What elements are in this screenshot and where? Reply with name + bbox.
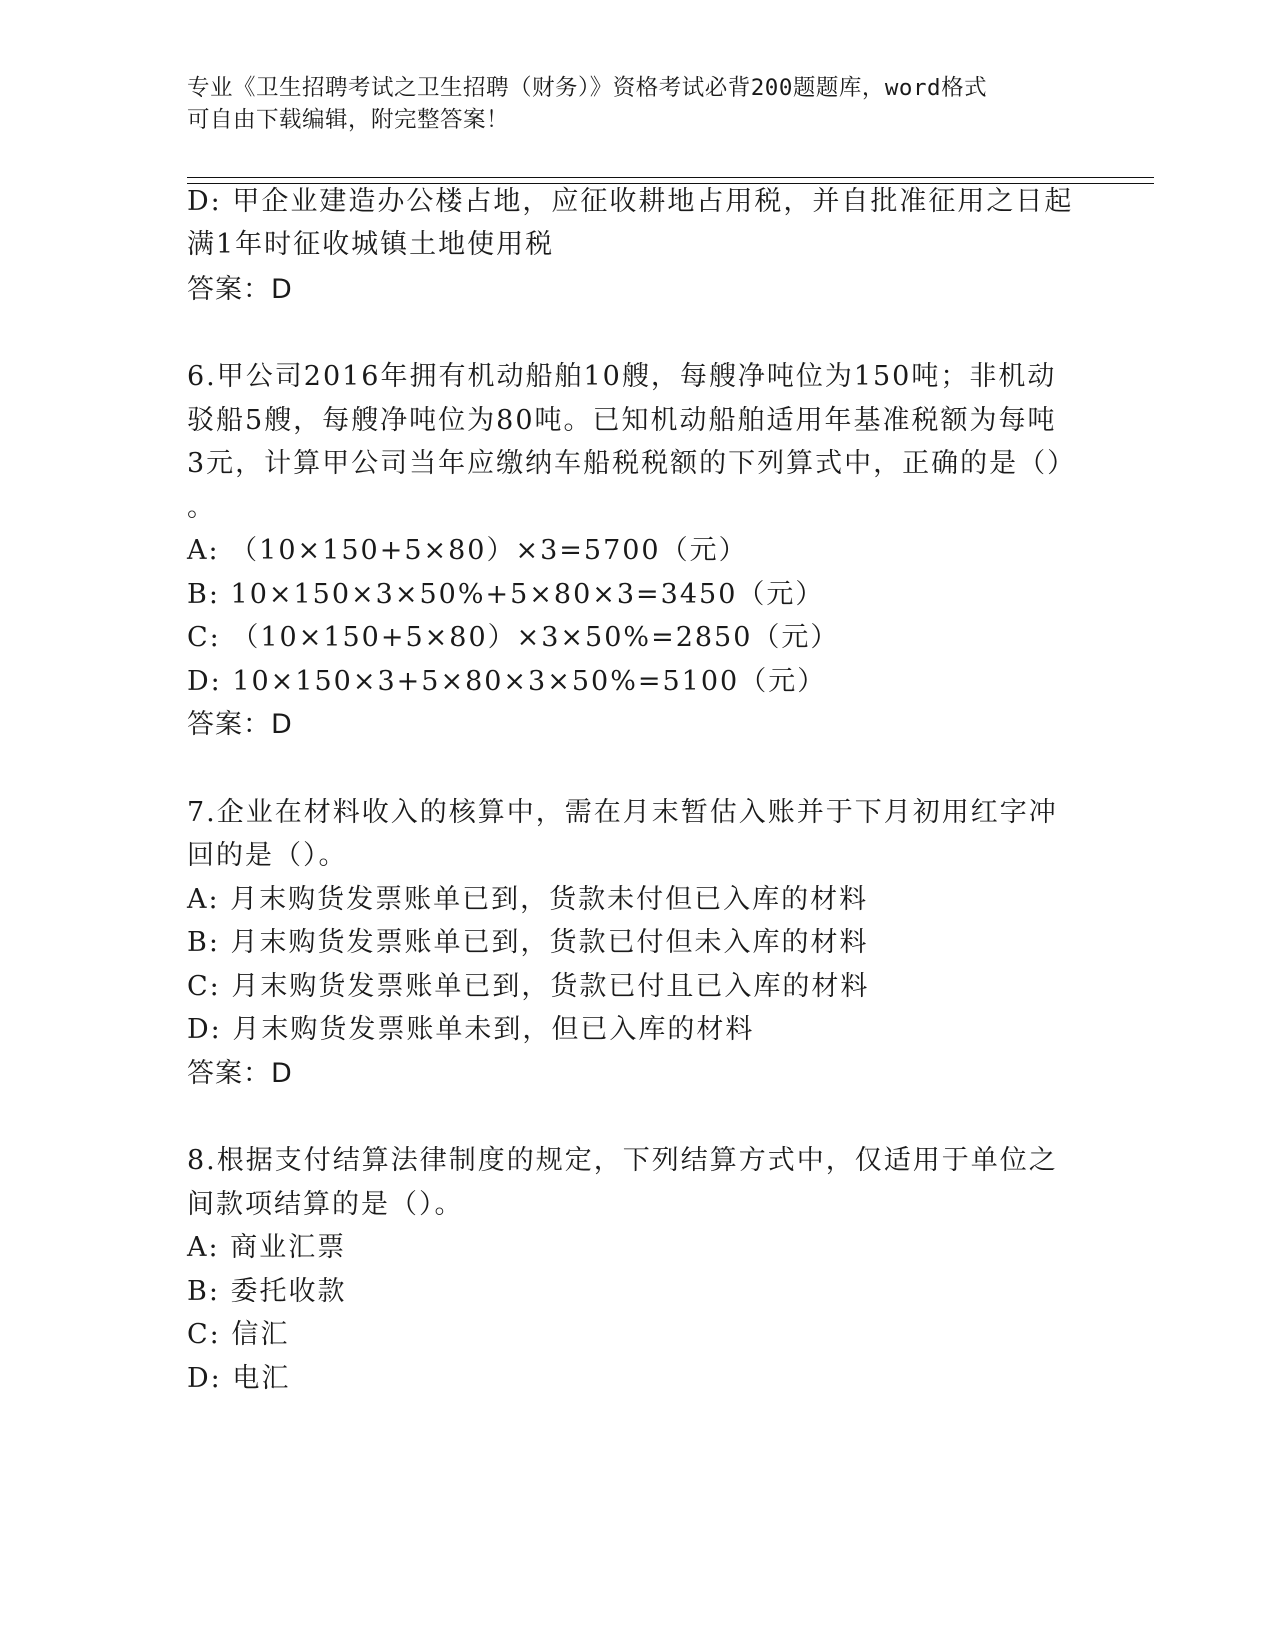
- q6-stem-line-3: 3元，计算甲公司当年应缴纳车船税税额的下列算式中，正确的是（）: [187, 448, 1077, 479]
- document-header: [187, 72, 1087, 136]
- q5-option-d-line-1: D: 甲企业建造办公楼占地，应征收耕地占用税，并自批准征用之日起: [187, 186, 1074, 217]
- q6-option-c: C: （10×150+5×80）×3×50%=2850（元）: [187, 622, 840, 653]
- q5-answer: 答案：D: [187, 274, 293, 305]
- q6-option-d: D: 10×150×3+5×80×3×50%=5100（元）: [187, 666, 827, 697]
- header-line-2: 可自由下载编辑，附完整答案！: [187, 107, 510, 133]
- header-line-1: 专业《卫生招聘考试之卫生招聘（财务）》资格考试必背200题题库，word格式: [187, 75, 988, 101]
- q8-option-a: A: 商业汇票: [187, 1232, 347, 1263]
- q8-option-c: C: 信汇: [187, 1319, 290, 1350]
- q7-answer: 答案：D: [187, 1058, 293, 1089]
- q7-option-a: A: 月末购货发票账单已到，货款未付但已入库的材料: [187, 884, 869, 915]
- q6-option-a: A: （10×150+5×80）×3=5700（元）: [187, 535, 748, 566]
- q6-stem-line-1: 6.甲公司2016年拥有机动船舶10艘，每艘净吨位为150吨；非机动: [187, 361, 1057, 392]
- q7-option-c: C: 月末购货发票账单已到，货款已付且已入库的材料: [187, 971, 870, 1002]
- q7-stem-line-2: 回的是（）。: [187, 840, 348, 871]
- q6-option-b: B: 10×150×3×50%+5×80×3=3450（元）: [187, 579, 825, 610]
- q7-stem-line-1: 7.企业在材料收入的核算中，需在月末暂估入账并于下月初用红字冲: [187, 797, 1058, 828]
- q5-option-d-line-2: 满1年时征收城镇土地使用税: [187, 229, 555, 260]
- q6-stem-line-2: 驳船5艘，每艘净吨位为80吨。已知机动船舶适用年基准税额为每吨: [187, 405, 1057, 436]
- q6-stem-line-4: 。: [187, 492, 216, 523]
- q7-option-b: B: 月末购货发票账单已到，货款已付但未入库的材料: [187, 927, 869, 958]
- q8-option-b: B: 委托收款: [187, 1276, 347, 1307]
- q8-stem-line-1: 8.根据支付结算法律制度的规定，下列结算方式中，仅适用于单位之: [187, 1145, 1058, 1176]
- q6-answer: 答案：D: [187, 709, 293, 740]
- q7-option-d: D: 月末购货发票账单未到，但已入库的材料: [187, 1014, 755, 1045]
- q8-stem-line-2: 间款项结算的是（）。: [187, 1189, 464, 1220]
- header-divider-top: [187, 177, 1154, 178]
- q8-option-d: D: 电汇: [187, 1363, 291, 1394]
